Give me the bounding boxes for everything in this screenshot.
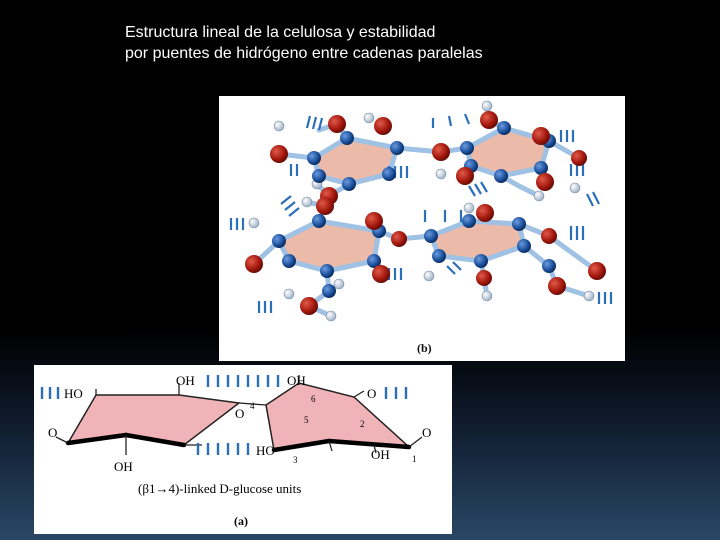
label-num-5: 5 bbox=[304, 415, 309, 425]
label-oh-bottom-right: OH bbox=[371, 447, 390, 462]
slide-title bbox=[125, 22, 645, 64]
figure-a-panel-label: (a) bbox=[234, 514, 248, 528]
label-oh-bottom-left: OH bbox=[114, 459, 133, 474]
label-num-3: 3 bbox=[293, 455, 298, 465]
glucose-units-diagram bbox=[34, 365, 452, 534]
label-o-bridge: O bbox=[235, 406, 245, 421]
label-num-4: 4 bbox=[250, 401, 255, 411]
label-o-right-end: O bbox=[422, 425, 432, 440]
label-num-2: 2 bbox=[360, 419, 365, 429]
label-num-1: 1 bbox=[412, 454, 417, 464]
haworth-diagram bbox=[34, 365, 452, 534]
cellulose-3d-model-figure bbox=[219, 96, 625, 361]
label-ho-left: HO bbox=[64, 386, 83, 401]
ball-and-stick-model bbox=[219, 96, 625, 361]
label-num-6: 6 bbox=[311, 394, 316, 404]
label-o-left-end: O bbox=[48, 425, 58, 440]
slide-title-line-2: por puentes de hidrógeno entre cadenas paralelas bbox=[125, 45, 483, 62]
label-oh-top-right: OH bbox=[287, 373, 306, 388]
slide-title-line-1: Estructura lineal de la celulosa y estabilidad bbox=[125, 24, 436, 41]
label-ho-bottom-mid: HO bbox=[256, 443, 275, 458]
figure-b-panel-label: (b) bbox=[417, 341, 432, 355]
label-o-top-right: O bbox=[367, 386, 377, 401]
figure-a-caption: (β1→4)-linked D-glucose units bbox=[138, 481, 302, 496]
label-oh-top-left: OH bbox=[176, 373, 195, 388]
